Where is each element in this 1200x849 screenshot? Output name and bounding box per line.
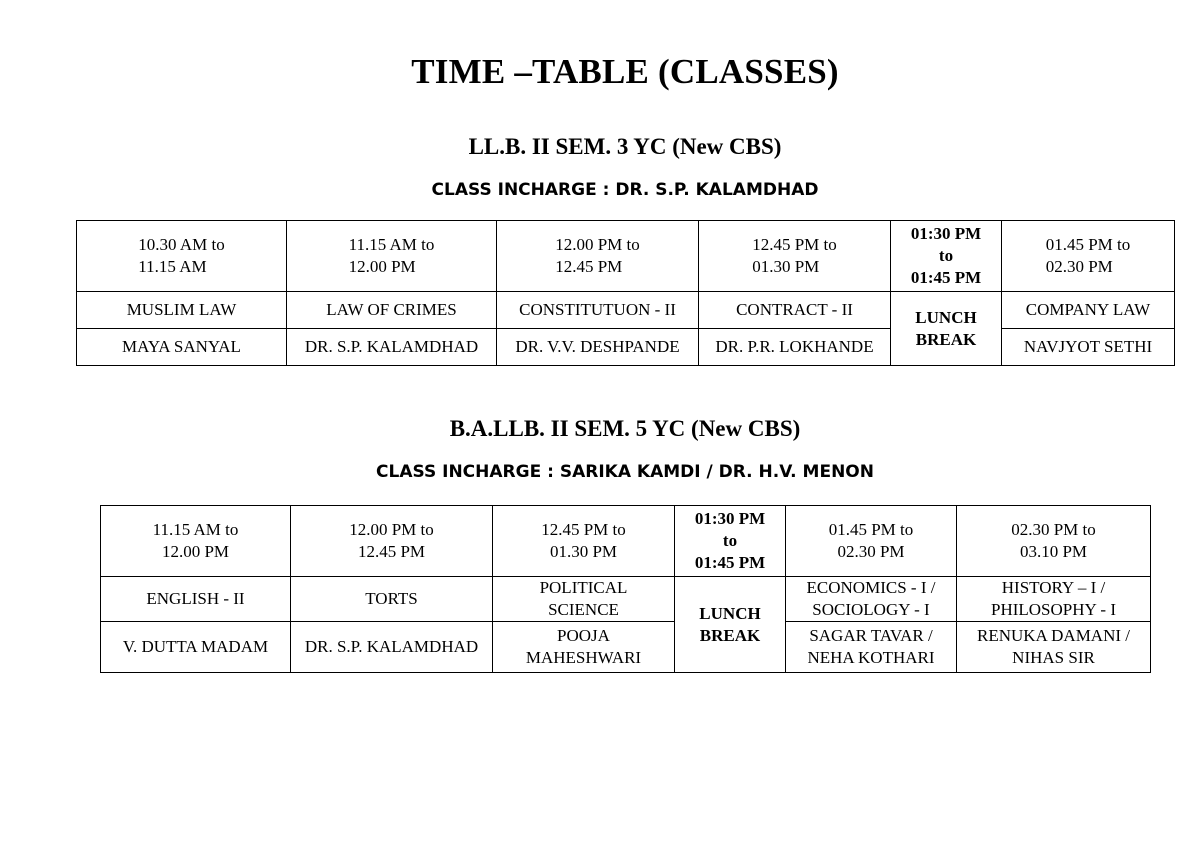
ballb-section-title: B.A.LLB. II SEM. 5 YC (New CBS) <box>449 416 801 441</box>
time-slot: 01.45 PM to 02.30 PM <box>786 506 957 577</box>
llb-class-incharge: CLASS INCHARGE : DR. S.P. KALAMDHAD <box>431 180 819 200</box>
subject-cell: CONTRACT - II <box>699 292 891 329</box>
ballb-timetable <box>100 505 1151 673</box>
ballb-class-incharge: CLASS INCHARGE : SARIKA KAMDI / DR. H.V. MENON <box>376 462 874 482</box>
lunch-break-cell: LUNCH BREAK <box>675 577 786 673</box>
subject-cell: LAW OF CRIMES <box>287 292 497 329</box>
teacher-cell: DR. P.R. LOKHANDE <box>699 329 891 366</box>
page-title: TIME –TABLE (CLASSES) <box>411 52 839 91</box>
teacher-cell: RENUKA DAMANI / NIHAS SIR <box>957 622 1151 673</box>
lunch-break-cell: LUNCH BREAK <box>891 292 1002 366</box>
time-slot: 02.30 PM to 03.10 PM <box>957 506 1151 577</box>
llb-subject-row <box>77 292 1175 329</box>
subject-cell: TORTS <box>291 577 493 622</box>
time-slot: 10.30 AM to 11.15 AM <box>77 221 287 292</box>
time-slot: 12.00 PM to 12.45 PM <box>291 506 493 577</box>
time-slot: 01.45 PM to 02.30 PM <box>1002 221 1175 292</box>
time-slot: 12.45 PM to 01.30 PM <box>493 506 675 577</box>
subject-cell: ENGLISH - II <box>101 577 291 622</box>
time-slot: 11.15 AM to 12.00 PM <box>101 506 291 577</box>
time-slot: 11.15 AM to 12.00 PM <box>287 221 497 292</box>
teacher-cell: MAYA SANYAL <box>77 329 287 366</box>
time-slot: 12.00 PM to 12.45 PM <box>497 221 699 292</box>
ballb-subject-row <box>101 577 1151 622</box>
subject-cell: MUSLIM LAW <box>77 292 287 329</box>
teacher-cell: DR. S.P. KALAMDHAD <box>287 329 497 366</box>
teacher-cell: POOJA MAHESHWARI <box>493 622 675 673</box>
subject-cell: HISTORY – I / PHILOSOPHY - I <box>957 577 1151 622</box>
subject-cell: CONSTITUTUON - II <box>497 292 699 329</box>
ballb-teacher-row <box>101 622 1151 673</box>
ballb-time-row <box>101 506 1151 577</box>
subject-cell: COMPANY LAW <box>1002 292 1175 329</box>
teacher-cell: DR. V.V. DESHPANDE <box>497 329 699 366</box>
teacher-cell: V. DUTTA MADAM <box>101 622 291 673</box>
subject-cell: ECONOMICS - I / SOCIOLOGY - I <box>786 577 957 622</box>
teacher-cell: SAGAR TAVAR / NEHA KOTHARI <box>786 622 957 673</box>
lunch-time-slot: 01:30 PM to 01:45 PM <box>891 221 1002 292</box>
llb-timetable <box>76 220 1175 366</box>
teacher-cell: DR. S.P. KALAMDHAD <box>291 622 493 673</box>
teacher-cell: NAVJYOT SETHI <box>1002 329 1175 366</box>
llb-teacher-row <box>77 329 1175 366</box>
lunch-time-slot: 01:30 PM to 01:45 PM <box>675 506 786 577</box>
llb-section-title: LL.B. II SEM. 3 YC (New CBS) <box>468 134 782 159</box>
subject-cell: POLITICAL SCIENCE <box>493 577 675 622</box>
llb-time-row <box>77 221 1175 292</box>
time-slot: 12.45 PM to 01.30 PM <box>699 221 891 292</box>
